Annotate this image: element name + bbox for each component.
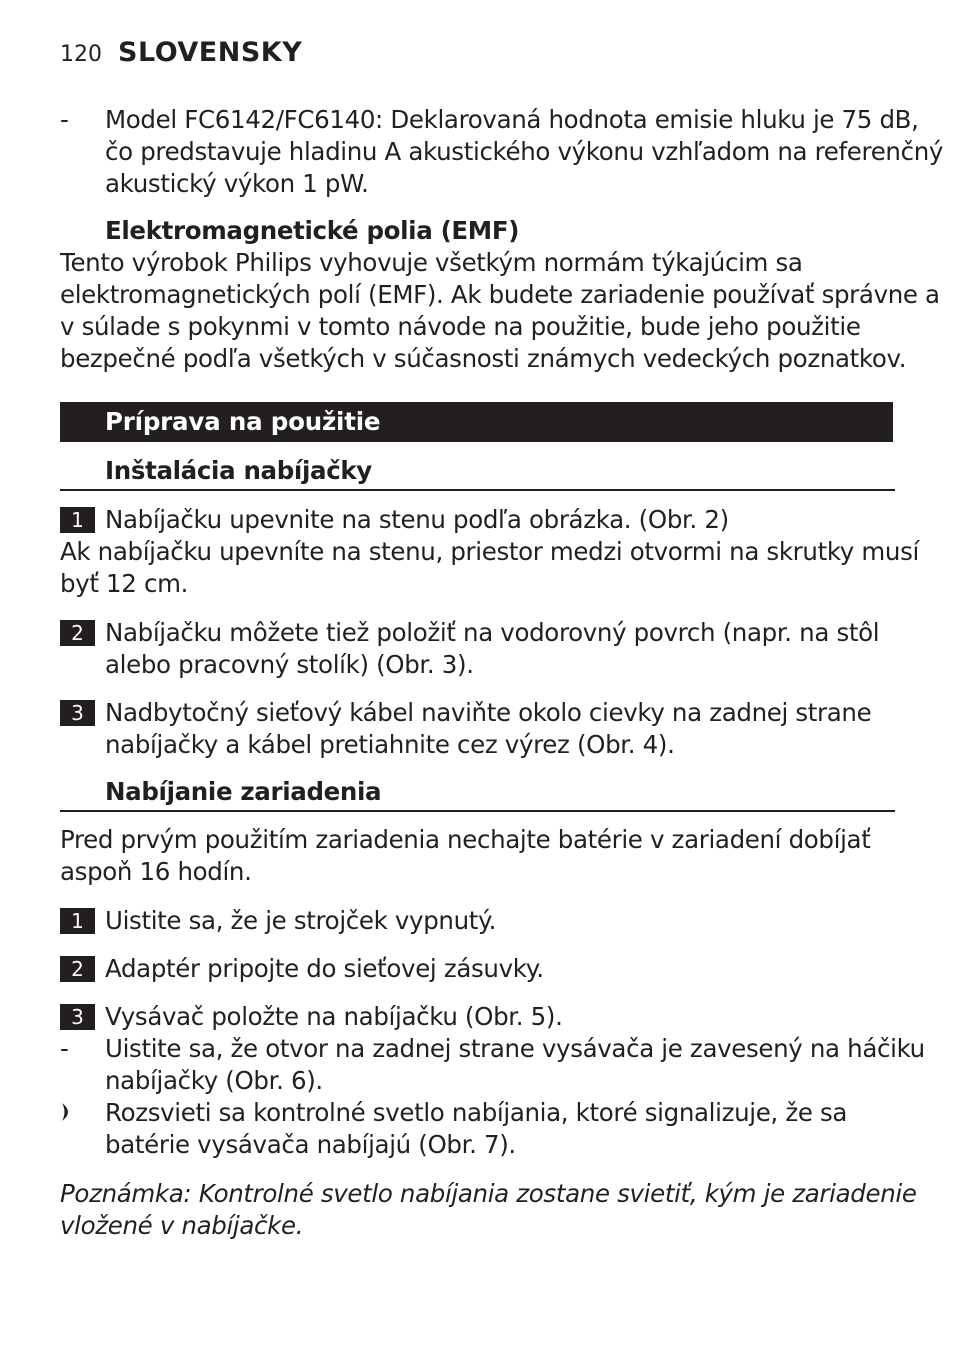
step-number-badge: 1: [60, 507, 95, 533]
charging-intro-line-2: aspoň 16 hodín.: [60, 857, 252, 886]
install-step-3-line-1: Nadbytočný sieťový kábel naviňte okolo cievky na zadnej strane: [105, 698, 872, 727]
install-note-line-2: byť 12 cm.: [60, 569, 189, 598]
install-step-3-line-2: nabíjačky a kábel pretiahnite cez výrez (Obr. 4).: [105, 730, 675, 759]
install-heading: Inštalácia nabíjačky: [105, 456, 372, 485]
heading-rule: [60, 810, 895, 812]
emf-heading: Elektromagnetické polia (EMF): [105, 216, 520, 245]
charging-step-1: Uistite sa, že je strojček vypnutý.: [105, 906, 497, 935]
charging-step-2: Adaptér pripojte do sieťovej zásuvky.: [105, 954, 544, 983]
install-note-line-1: Ak nabíjačku upevníte na stenu, priestor medzi otvormi na skrutky musí: [60, 537, 919, 566]
step-number-badge: 2: [60, 956, 95, 982]
result-arrow-icon: [61, 1102, 75, 1122]
emf-line-3: v súlade s pokynmi v tomto návode na použitie, bude jeho použitie: [60, 312, 861, 341]
noise-line-1: Model FC6142/FC6140: Deklarovaná hodnota emisie hluku je 75 dB,: [105, 105, 919, 134]
install-step-2-line-1: Nabíjačku môžete tiež položiť na vodorovný povrch (napr. na stôl: [105, 618, 880, 647]
charging-heading: Nabíjanie zariadenia: [105, 777, 382, 806]
emf-line-2: elektromagnetických polí (EMF). Ak budete zariadenie používať správne a: [60, 280, 940, 309]
noise-line-3: akustický výkon 1 pW.: [105, 169, 369, 198]
install-step-2-line-2: alebo pracovný stolík) (Obr. 3).: [105, 650, 474, 679]
result-line-2: batérie vysávača nabíjajú (Obr. 7).: [105, 1130, 516, 1159]
page-number: 120: [60, 42, 102, 67]
charging-intro-line-1: Pred prvým použitím zariadenia nechajte batérie v zariadení dobíjať: [60, 825, 871, 854]
install-step-1: Nabíjačku upevnite na stenu podľa obrázka. (Obr. 2): [105, 505, 729, 534]
step-number-badge: 1: [60, 908, 95, 934]
step-number-badge: 3: [60, 1004, 95, 1030]
section-title: Príprava na použitie: [105, 407, 381, 436]
dash-bullet: -: [60, 105, 69, 134]
sub-bullet-line-1: Uistite sa, že otvor na zadnej strane vysávača je zavesený na háčiku: [105, 1034, 925, 1063]
step-number-badge: 3: [60, 700, 95, 726]
noise-line-2: čo predstavuje hladinu A akustického výkonu vzhľadom na referenčný: [105, 137, 944, 166]
step-number-badge: 2: [60, 620, 95, 646]
dash-bullet: -: [60, 1034, 69, 1063]
emf-line-1: Tento výrobok Philips vyhovuje všetkým normám týkajúcim sa: [60, 248, 803, 277]
result-line-1: Rozsvieti sa kontrolné svetlo nabíjania, ktoré signalizuje, že sa: [105, 1098, 848, 1127]
note-line-1: Poznámka: Kontrolné svetlo nabíjania zostane svietiť, kým je zariadenie: [60, 1179, 917, 1208]
charging-step-3: Vysávač položte na nabíjačku (Obr. 5).: [105, 1002, 563, 1031]
emf-line-4: bezpečné podľa všetkých v súčasnosti známych vedeckých poznatkov.: [60, 344, 907, 373]
section-title-bar: [60, 402, 893, 442]
sub-bullet-line-2: nabíjačky (Obr. 6).: [105, 1066, 323, 1095]
page-language-title: SLOVENSKY: [118, 37, 303, 68]
note-line-2: vložené v nabíjačke.: [60, 1211, 304, 1240]
heading-rule: [60, 489, 895, 491]
